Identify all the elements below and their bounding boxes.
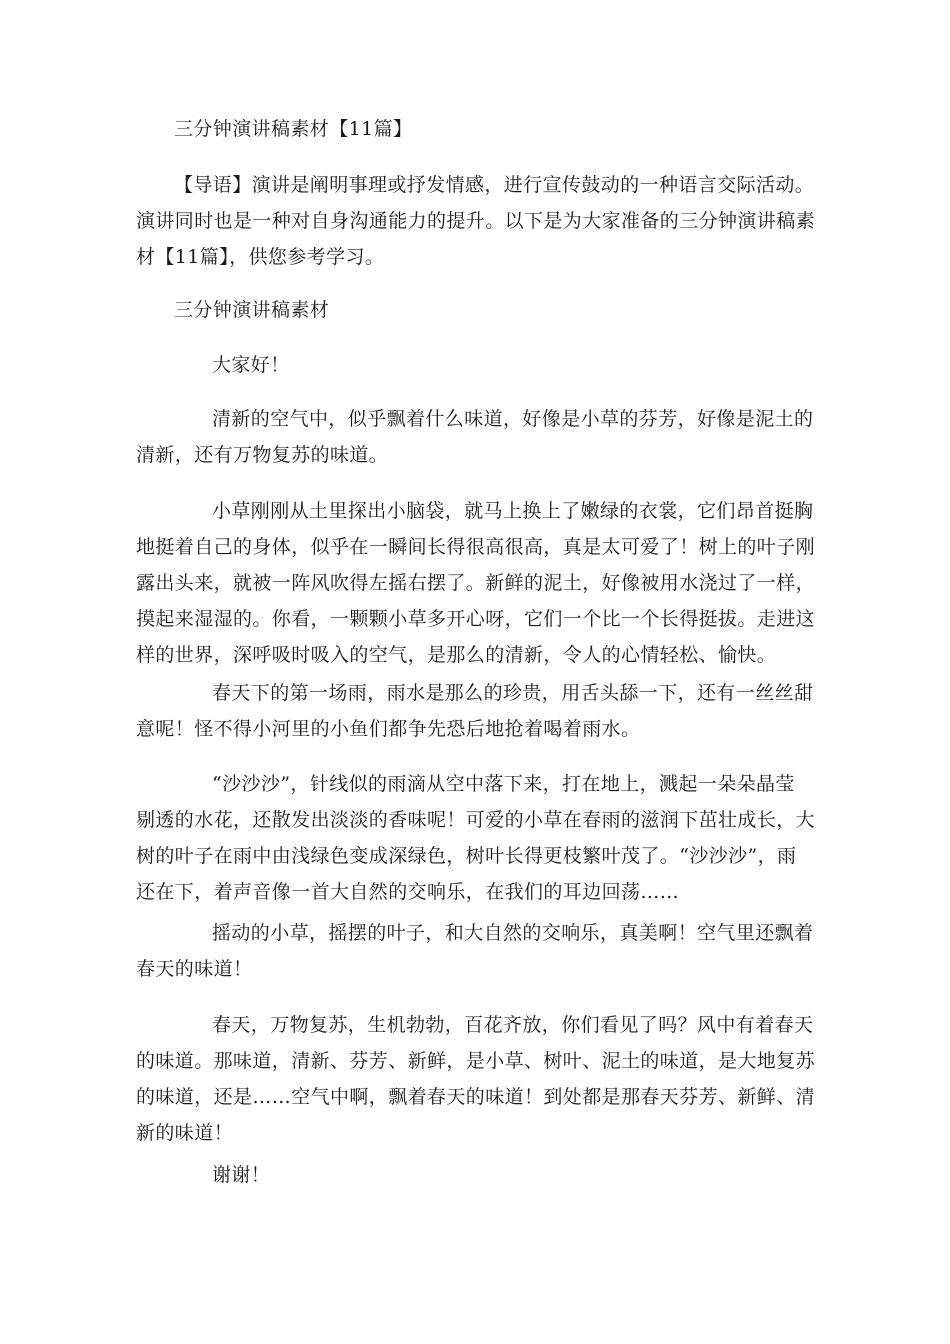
paragraph-line: 剔透的水花，还散发出淡淡的香味呢！可爱的小草在春雨的滋润下茁壮成长，大: [136, 809, 816, 831]
greeting: 大家好！: [212, 354, 290, 376]
paragraph-line: 意呢！怪不得小河里的小鱼们都争先恐后地抢着喝着雨水。: [136, 718, 641, 740]
paragraph-line: 清新的空气中，似乎飘着什么味道，好像是小草的芬芳，好像是泥土的: [212, 408, 814, 430]
intro-line: 演讲同时也是一种对自身沟通能力的提升。以下是为大家准备的三分钟演讲稿素: [136, 210, 816, 232]
paragraph-line: 摇动的小草，摇摆的叶子，和大自然的交响乐，真美啊！空气里还飘着: [212, 922, 814, 944]
paragraph-line: 春天的味道！: [136, 958, 253, 980]
section-title: 三分钟演讲稿素材: [174, 299, 330, 321]
paragraph-line: 树的叶子在雨中由浅绿色变成深绿色，树叶长得更枝繁叶茂了。“沙沙沙”，雨: [136, 845, 797, 867]
paragraph-line: 春天下的第一场雨，雨水是那么的珍贵，用舌头舔一下，还有一丝丝甜: [212, 682, 814, 704]
paragraph-line: 春天，万物复苏，生机勃勃，百花齐放，你们看见了吗？风中有着春天: [212, 1014, 814, 1036]
paragraph-line: 样的世界，深呼吸时吸入的空气，是那么的清新，令人的心情轻松、愉快。: [136, 644, 777, 666]
intro-line: 材【11篇】，供您参考学习。: [136, 246, 385, 268]
intro-line: 【导语】演讲是阐明事理或抒发情感，进行宣传鼓动的一种语言交际活动。: [174, 174, 815, 196]
closing: 谢谢！: [212, 1164, 271, 1186]
paragraph-line: 新的味道！: [136, 1122, 234, 1144]
paragraph-line: 摸起来湿湿的。你看，一颗颗小草多开心呀，它们一个比一个长得挺拔。走进这: [136, 608, 816, 630]
paragraph-line: 地挺着自己的身体，似乎在一瞬间长得很高很高，真是太可爱了！树上的叶子刚: [136, 536, 816, 558]
paragraph-line: 的味道。那味道，清新、芬芳、新鲜，是小草、树叶、泥土的味道，是大地复苏: [136, 1050, 816, 1072]
paragraph-line: 露出头来，就被一阵风吹得左摇右摆了。新鲜的泥土，好像被用水浇过了一样，: [136, 572, 816, 594]
paragraph-line: 小草刚刚从土里探出小脑袋，就马上换上了嫩绿的衣裳，它们昂首挺胸: [212, 500, 814, 522]
paragraph-line: 的味道，还是……空气中啊，飘着春天的味道！到处都是那春天芬芳、新鲜、清: [136, 1086, 816, 1108]
paragraph-line: 清新，还有万物复苏的味道。: [136, 444, 389, 466]
document-title: 三分钟演讲稿素材【11篇】: [174, 118, 413, 140]
paragraph-line: “沙沙沙”，针线似的雨滴从空中落下来，打在地上，溅起一朵朵晶莹: [212, 773, 795, 795]
paragraph-line: 还在下，着声音像一首大自然的交响乐，在我们的耳边回荡……: [136, 881, 680, 903]
